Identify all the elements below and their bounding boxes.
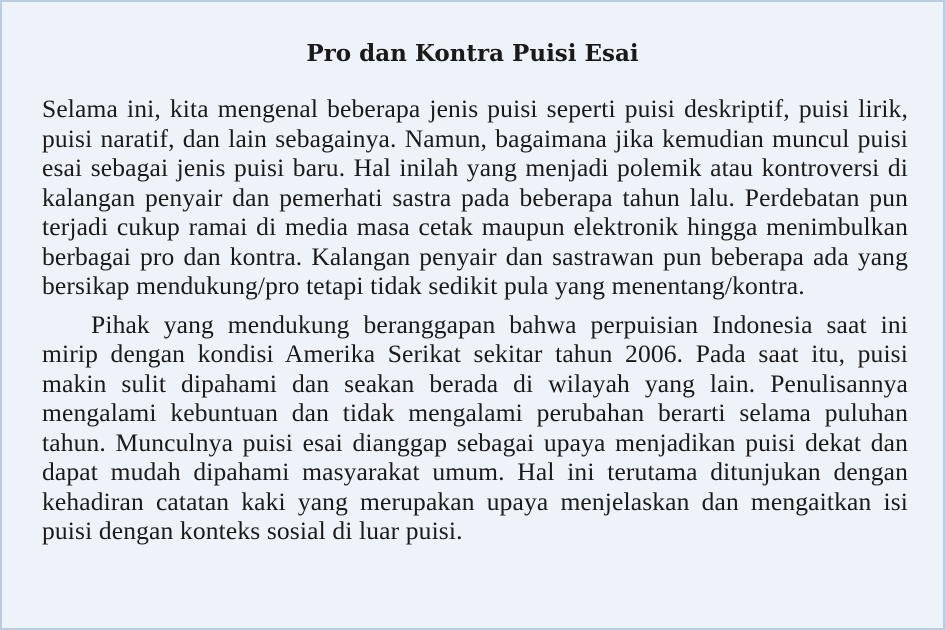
- paragraph-2: Pihak yang mendukung beranggapan bahwa perpuisian Indonesia saat ini mirip dengan kondisi Amerika Serikat sekitar tahun 2006. Pada saat itu, puisi makin sulit dipahami dan seakan berada di wilayah yang lain. Penulisannya mengalami kebuntuan dan tidak mengalami perubahan berarti selama puluhan tahun. Munculnya puisi esai dianggap sebagai upaya menjadikan puisi dekat dan dapat mudah dipahami masyarakat umum. Hal ini terutama ditunjukan dengan kehadiran catatan kaki yang merupakan upaya menjelaskan dan mengaitkan isi puisi dengan konteks sosial di luar puisi.: [42, 309, 908, 545]
- document-body: [42, 94, 908, 546]
- document-title: Pro dan Kontra Puisi Esai: [306, 40, 639, 67]
- paragraph-1: Selama ini, kita mengenal beberapa jenis puisi seperti puisi deskriptif, puisi lirik, puisi naratif, dan lain sebagainya. Namun, bagaimana jika kemudian muncul puisi esai sebagai jenis puisi baru. Hal inilah yang menjadi polemik atau kontroversi di kalangan penyair dan pemerhati sastra pada beberapa tahun lalu. Perdebatan pun terjadi cukup ramai di media masa cetak maupun elektronik hingga menimbulkan berbagai pro dan kontra. Kalangan penyair dan sastrawan pun beberapa ada yang bersikap mendukung/pro tetapi tidak sedikit pula yang menentang/kontra.: [42, 94, 908, 300]
